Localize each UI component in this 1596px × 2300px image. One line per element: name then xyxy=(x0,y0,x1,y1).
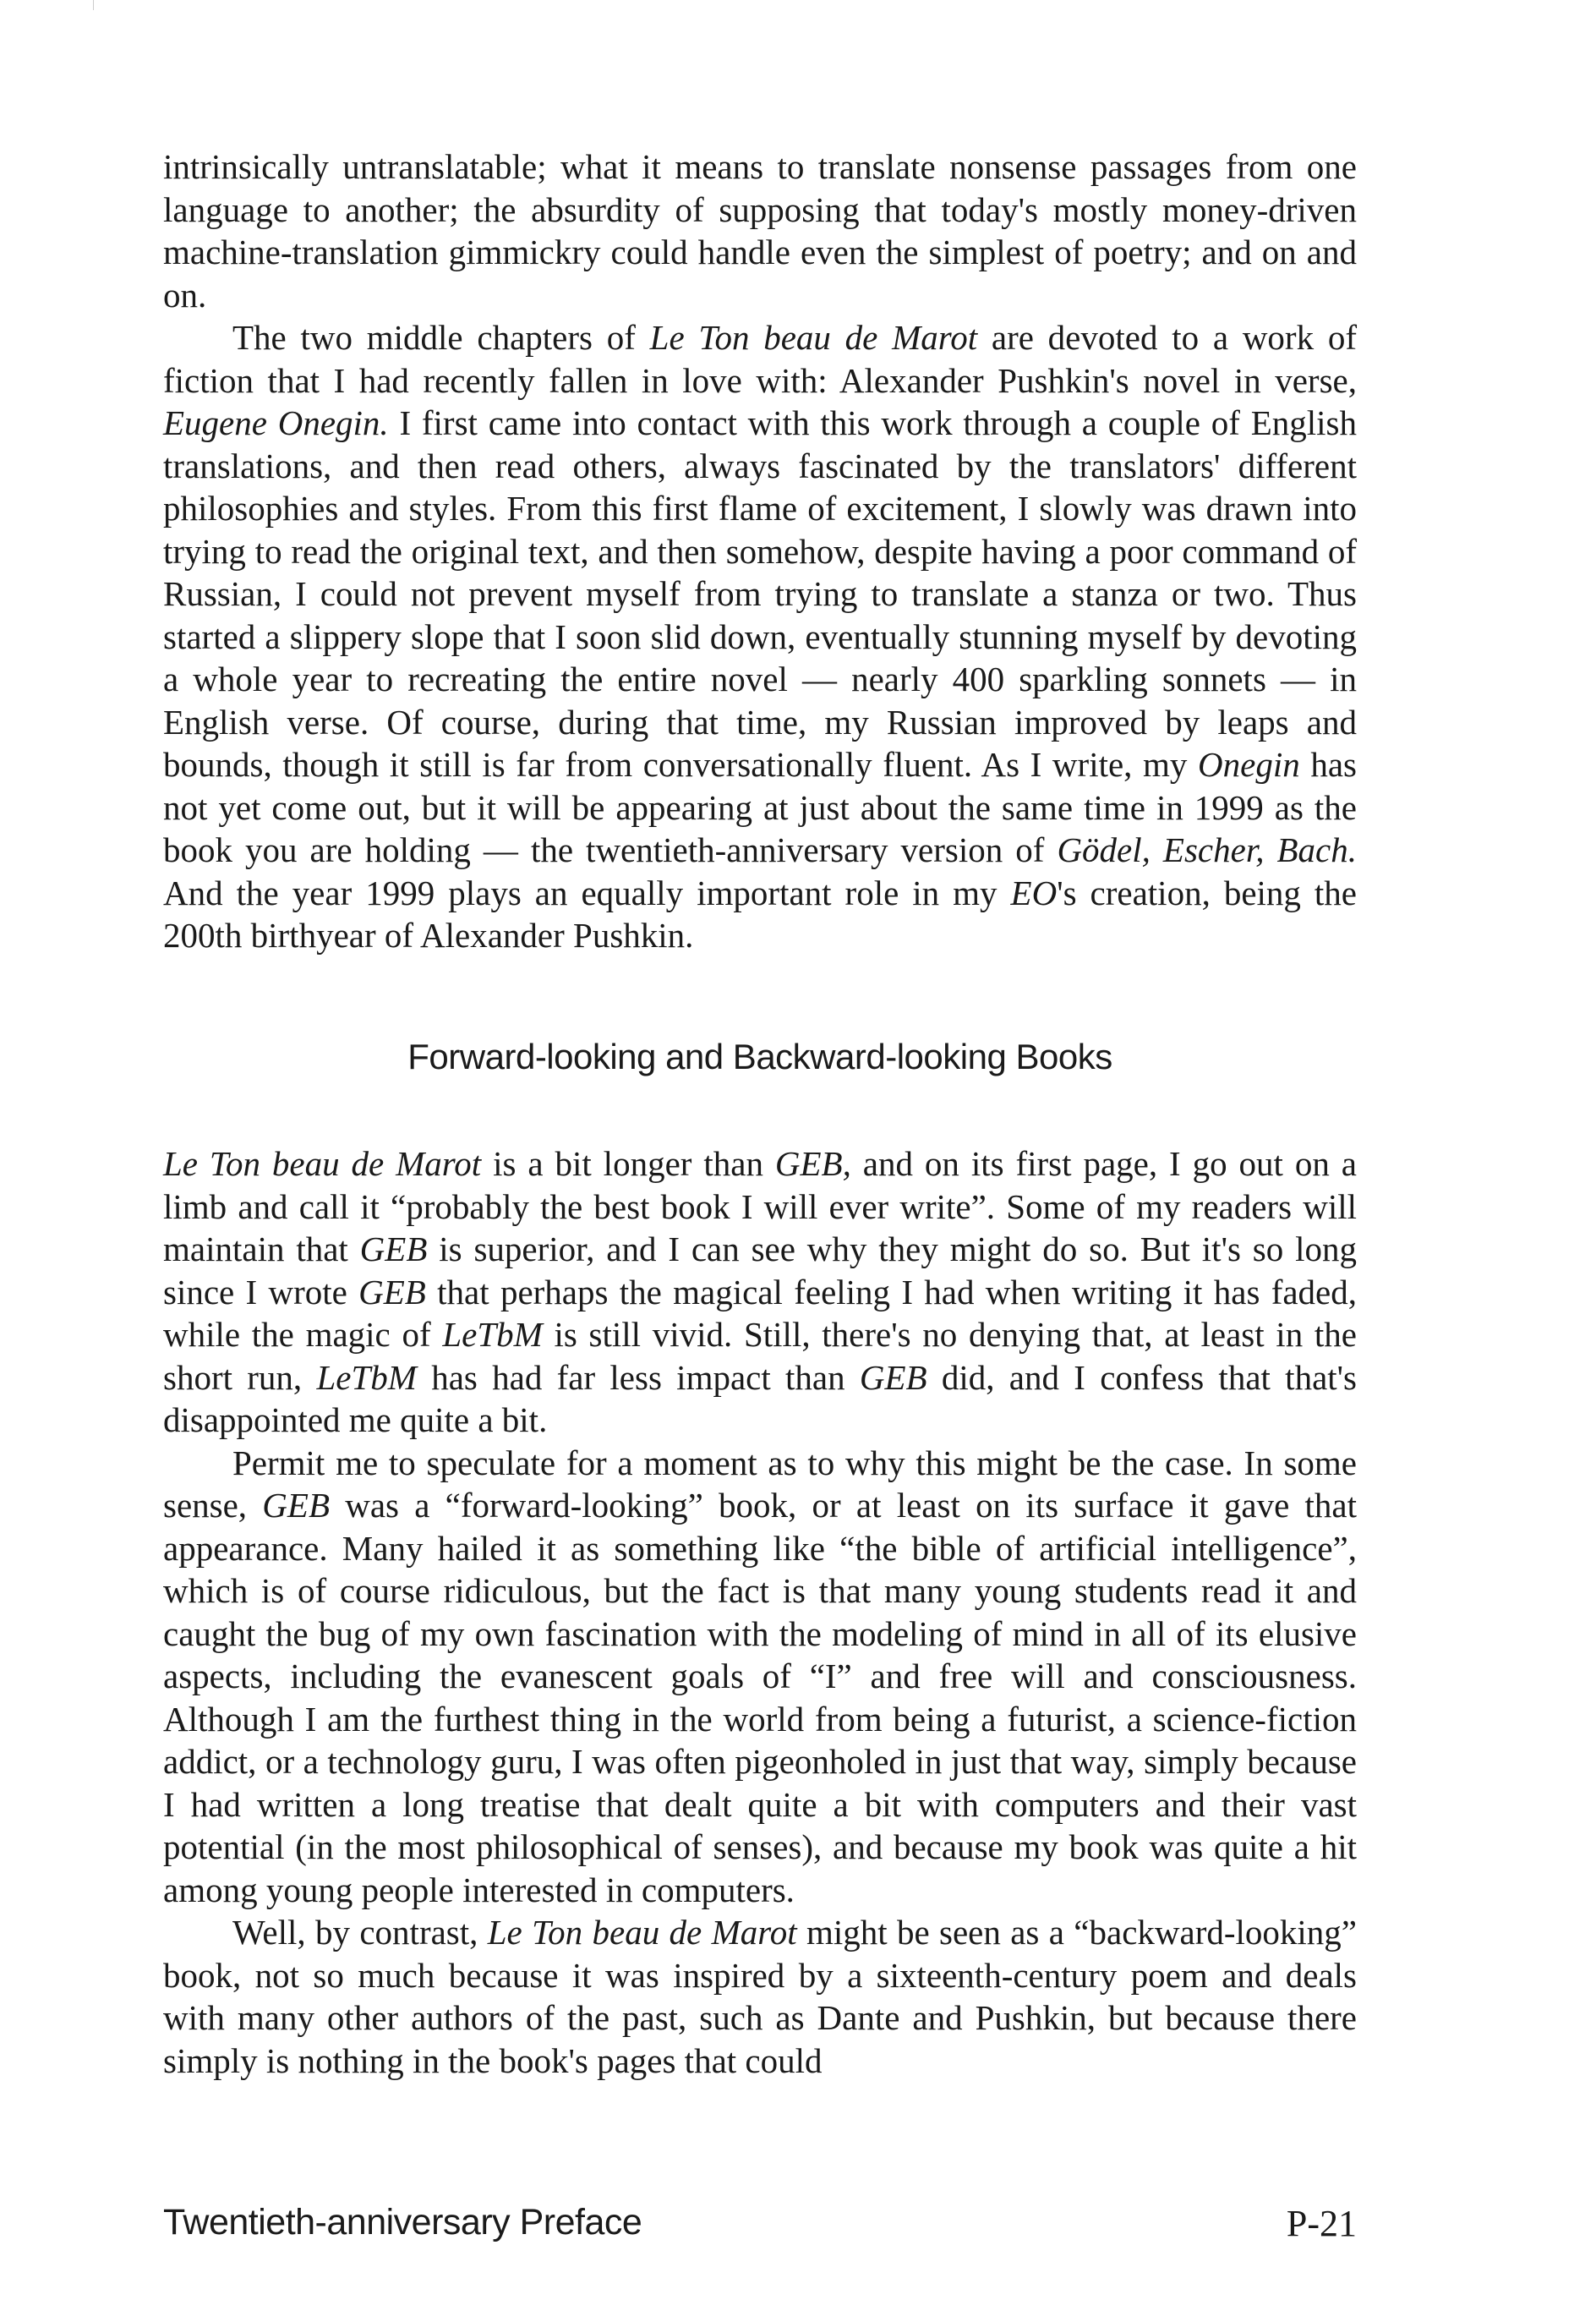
paragraph-backward-looking: Well, by contrast, Le Ton beau de Marot might be seen as a “backward-looking” book, not so much because it was inspired by a sixteenth-century poem and deals with many other authors of the past, such as Dante and Pushkin, but because there simply is nothing in the book's pages that could xyxy=(163,1913,1357,2080)
book-title-ref: Onegin xyxy=(1198,745,1300,784)
section-heading: Forward-looking and Backward-looking Books xyxy=(407,1037,1112,1076)
scan-mark xyxy=(93,0,94,10)
book-title-ref: EO xyxy=(1010,873,1058,912)
body-text-bottom xyxy=(163,1142,1357,2082)
body-text-top xyxy=(163,145,1357,957)
book-title-ref: Le Ton beau de Marot xyxy=(163,1144,482,1183)
book-title-ref: GEB xyxy=(859,1357,927,1397)
book-title-ref: LeTbM xyxy=(442,1315,543,1354)
book-title-ref: GEB xyxy=(358,1272,426,1312)
page-number: P-21 xyxy=(1286,2203,1357,2244)
book-title-ref: LeTbM xyxy=(316,1357,417,1397)
book-title-ref: Le Ton beau de Marot xyxy=(487,1913,797,1952)
paragraph-middle-chapters: The two middle chapters of Le Ton beau de Marot are devoted to a work of fiction that I had recently fallen in love with: Alexander Pushkin's novel in verse, Eugene Onegin. I first came into contact with this work through a couple of English translations, and then read others, always fascinated by the translators' different philosophies and styles. From this first flame of excitement, I slowly was drawn into trying to read the original text, and then somehow, despite having a poor command of Russian, I could not prevent myself from trying to translate a stanza or two. Thus started a slippery slope that I soon slid down, eventually stunning myself by devoting a whole year to recreating the entire novel — nearly 400 sparkling sonnets — in English verse. Of course, during that time, my Russian improved by leaps and bounds, though it still is far from conversationally fluent. As I write, my Onegin has not yet come out, but it will be appearing at just about the same time in 1999 as the book you are holding — the twentieth-anniversary version of Gödel, Escher, Bach. And the year 1999 plays an equally important role in my EO's creation, being the 200th birthyear of Alexander Pushkin. xyxy=(163,318,1357,955)
book-title-ref: Le Ton beau de Marot xyxy=(649,318,978,357)
book-title-ref: Eugene Onegin. xyxy=(163,403,389,442)
book-title-ref: GEB xyxy=(359,1229,428,1268)
paragraph-letbm-length: Le Ton beau de Marot is a bit longer than GEB, and on its first page, I go out on a limb and call it “probably the best book I will ever write”. Some of my readers will maintain that GEB is superior, and I can see why they might do so. But it's so long since I wrote GEB that perhaps the magical feeling I had when writing it has faded, while the magic of LeTbM is still vivid. Still, there's no denying that, at least in the short run, LeTbM has had far less impact than GEB did, and I confess that that's disappointed me quite a bit. xyxy=(163,1144,1358,1439)
book-title-ref: Gödel, Escher, Bach. xyxy=(1057,830,1357,869)
paragraph-forward-looking: Permit me to speculate for a moment as to why this might be the case. In some sense, GEB was a “forward-looking” book, or at least on its surface it gave that appearance. Many hailed it as something like “the bible of artificial intelligence”, which is of course ridiculous, but the fact is that many young students read it and caught the bug of my own fascination with the modeling of mind in all of its elusive aspects, including the evanescent goals of “I” and free will and consciousness. Although I am the furthest thing in the world from being a futurist, a science-fiction addict, or a technology guru, I was often pigeonholed in just that way, simply because I had written a long treatise that dealt quite a bit with computers and their vast potential (in the most philosophical of senses), and because my book was quite a hit among young people interested in computers. xyxy=(163,1443,1357,1909)
running-footer-title: Twentieth-anniversary Preface xyxy=(163,2202,642,2242)
book-title-ref: GEB xyxy=(262,1486,330,1525)
book-title-ref: GEB, xyxy=(774,1144,851,1183)
paragraph-continuation: intrinsically untranslatable; what it means to translate nonsense passages from one language to another; the absurdity of supposing that today's mostly money-driven machine-translation gimmickry could handle even the simplest of poetry; and on and on. xyxy=(163,147,1357,315)
